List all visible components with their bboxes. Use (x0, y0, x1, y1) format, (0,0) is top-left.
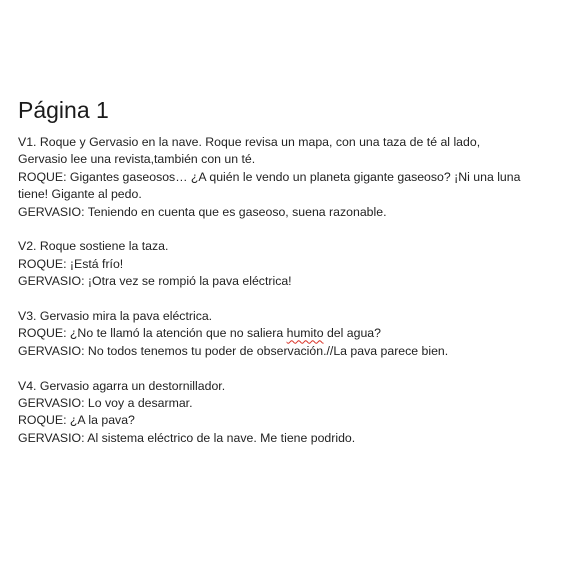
scene-v3 (18, 308, 563, 360)
scene-v1 (18, 134, 563, 221)
text-line: GERVASIO: No todos tenemos tu poder de observación.//La pava parece bien. (18, 343, 449, 358)
page-title: Página 1 (18, 97, 109, 123)
scene-v2 (18, 238, 563, 290)
text-line: V2. Roque sostiene la taza. (18, 239, 169, 254)
text-line: V4. Gervasio agarra un destornillador. (18, 378, 226, 393)
text-line-with-flag (18, 325, 563, 342)
text-line: V1. Roque y Gervasio en la nave. Roque revisa un mapa, con una taza de té al lado, (18, 135, 481, 149)
spellcheck-flagged-word[interactable]: humito (286, 326, 324, 341)
text-line: GERVASIO: Teniendo en cuenta que es gaseoso, suena razonable. (18, 204, 387, 219)
text-line: V3. Gervasio mira la pava eléctrica. (18, 309, 213, 324)
text-line: GERVASIO: Al sistema eléctrico de la nave. Me tiene podrido. (18, 430, 356, 445)
document-page (18, 96, 563, 465)
text-segment: del agua? (323, 326, 381, 341)
text-line: tiene! Gigante al pedo. (18, 187, 142, 202)
text-line: ROQUE: ¿A la pava? (18, 413, 135, 428)
text-line: ROQUE: ¡Está frío! (18, 256, 124, 271)
scene-v4 (18, 378, 563, 448)
text-line: Gervasio lee una revista,también con un té. (18, 152, 256, 167)
text-line: ROQUE: Gigantes gaseosos… ¿A quién le vendo un planeta gigante gaseoso? ¡Ni una luna (18, 169, 521, 184)
text-line: GERVASIO: Lo voy a desarmar. (18, 396, 193, 411)
text-line: GERVASIO: ¡Otra vez se rompió la pava eléctrica! (18, 274, 292, 289)
text-segment: ROQUE: ¿No te llamó la atención que no saliera (18, 326, 287, 341)
